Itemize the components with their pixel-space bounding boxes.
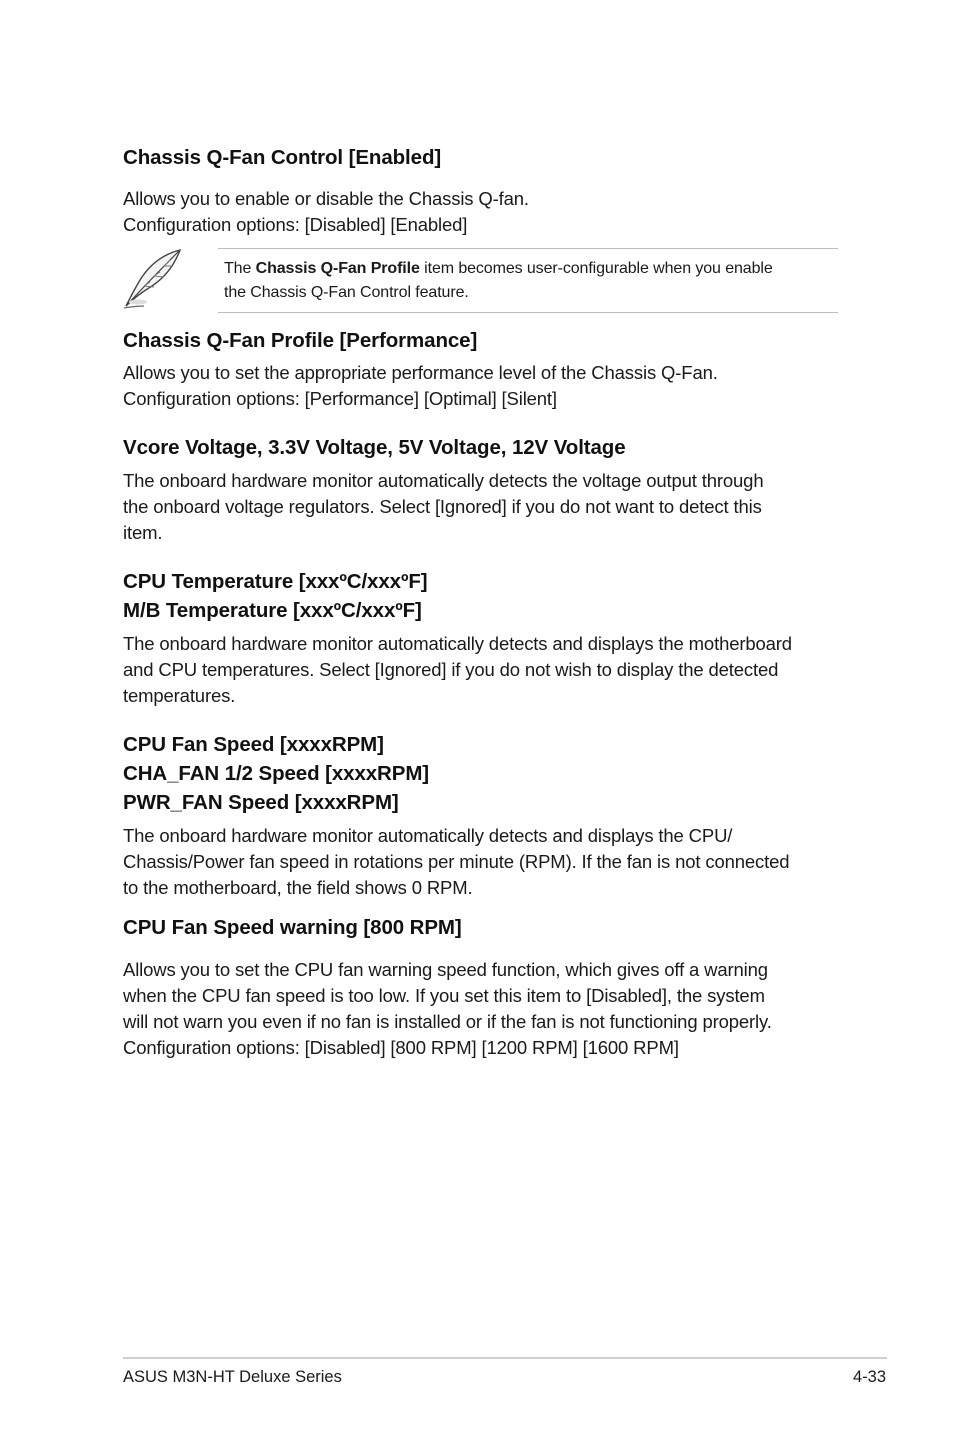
- text-line: the onboard voltage regulators. Select [Ignored] if you do not want to detect this: [123, 496, 762, 517]
- heading-line: PWR_FAN Speed [xxxxRPM]: [123, 791, 399, 814]
- heading-line: CHA_FAN 1/2 Speed [xxxxRPM]: [123, 762, 430, 785]
- paragraph-cpu-fan-warning: [123, 957, 843, 1061]
- heading-fan-speeds: [123, 730, 429, 817]
- heading-line: M/B Temperature [xxxºC/xxxºF]: [123, 599, 422, 622]
- heading-voltages: Vcore Voltage, 3.3V Voltage, 5V Voltage, 12V Voltage: [123, 436, 626, 459]
- paragraph-temperatures: [123, 631, 843, 709]
- text-line: Chassis/Power fan speed in rotations per minute (RPM). If the fan is not connected: [123, 851, 790, 872]
- note-suffix: item becomes user-configurable when you enable: [419, 260, 773, 277]
- heading-cpu-fan-warning: CPU Fan Speed warning [800 RPM]: [123, 916, 462, 939]
- heading-line: CPU Fan Speed [xxxxRPM]: [123, 733, 384, 756]
- text-line: temperatures.: [123, 685, 236, 706]
- text-line: Allows you to set the CPU fan warning speed function, which gives off a warning: [123, 959, 768, 980]
- text-line: The onboard hardware monitor automatically detects and displays the CPU/: [123, 825, 733, 846]
- text-line: to the motherboard, the field shows 0 RPM.: [123, 877, 473, 898]
- note-bold-term: Chassis Q-Fan Profile: [255, 260, 420, 277]
- heading-chassis-qfan-profile: Chassis Q-Fan Profile [Performance]: [123, 329, 478, 352]
- text-line: when the CPU fan speed is too low. If you set this item to [Disabled], the system: [123, 985, 765, 1006]
- note-text: [224, 257, 834, 305]
- text-line: and CPU temperatures. Select [Ignored] if you do not wish to display the detected: [123, 659, 779, 680]
- text-line: Allows you to set the appropriate performance level of the Chassis Q-Fan.: [123, 362, 718, 383]
- note-prefix: The: [224, 260, 256, 277]
- footer-divider: [123, 1357, 887, 1359]
- footer-product-name: ASUS M3N-HT Deluxe Series: [123, 1368, 342, 1386]
- text-line: Configuration options: [Performance] [Optimal] [Silent]: [123, 388, 557, 409]
- note-box: [218, 248, 838, 313]
- text-line: Configuration options: [Disabled] [Enabled]: [123, 214, 468, 235]
- paragraph-chassis-qfan-profile: [123, 360, 843, 412]
- feather-pen-icon: [120, 246, 184, 310]
- paragraph-chassis-qfan-control: [123, 186, 843, 238]
- text-line: The onboard hardware monitor automatically detects and displays the motherboard: [123, 633, 792, 654]
- note-line-2: the Chassis Q-Fan Control feature.: [224, 284, 469, 301]
- text-line: The onboard hardware monitor automatically detects the voltage output through: [123, 470, 764, 491]
- paragraph-fan-speeds: [123, 823, 843, 901]
- heading-temperatures: [123, 567, 428, 625]
- heading-chassis-qfan-control: Chassis Q-Fan Control [Enabled]: [123, 146, 442, 169]
- paragraph-voltages: [123, 468, 843, 546]
- text-line: Allows you to enable or disable the Chassis Q-fan.: [123, 188, 529, 209]
- heading-line: CPU Temperature [xxxºC/xxxºF]: [123, 570, 428, 593]
- note-line-1: [224, 257, 834, 281]
- footer-page-number: 4-33: [852, 1368, 886, 1386]
- text-line: Configuration options: [Disabled] [800 RPM] [1200 RPM] [1600 RPM]: [123, 1037, 679, 1058]
- text-line: item.: [123, 522, 163, 543]
- text-line: will not warn you even if no fan is installed or if the fan is not functioning properly.: [123, 1011, 772, 1032]
